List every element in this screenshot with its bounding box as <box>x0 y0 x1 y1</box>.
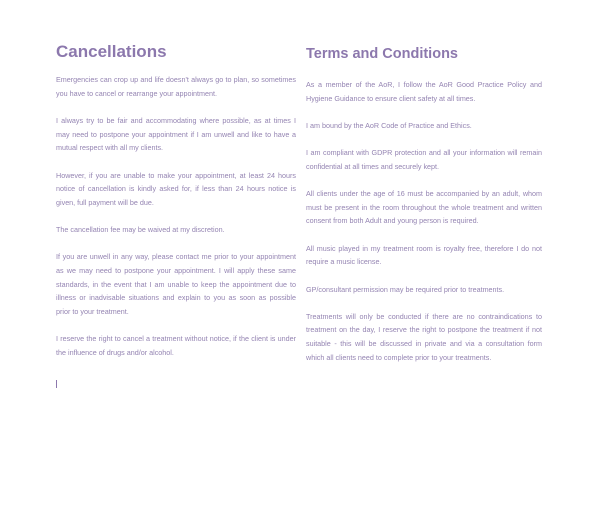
terms-paragraph: Treatments will only be conducted if there are no contraindications to treatment on the day, I reserve the right to postpone the treatment if not suitable - this will be discussed in private and via a consultation form which all clients need to complete prior to your treatments. <box>306 311 542 362</box>
cancellations-paragraph: I reserve the right to cancel a treatment without notice, if the client is under the influence of drugs and/or alcohol. <box>56 334 296 358</box>
terms-body <box>306 78 542 378</box>
terms-paragraph: As a member of the AoR, I follow the AoR Good Practice Policy and Hygiene Guidance to ensure client safety at all times. <box>306 80 542 103</box>
terms-paragraph: All music played in my treatment room is royalty free, therefore I do not require a music license. <box>306 243 542 267</box>
cancellations-paragraph: I always try to be fair and accommodating where possible, as at times I may need to postpone your appointment if I am unwell and like to have a mutual respect with all my clients. <box>56 115 296 153</box>
text-cursor <box>56 380 57 388</box>
terms-heading: Terms and Conditions <box>306 46 458 62</box>
cancellations-paragraph: If you are unwell in any way, please contact me prior to your appointment as we may need to postpone your appointment. I will apply these same standards, in the event that I am unable to keep the appointment due to illness or inadvisable situations and explain to you as soon as possible prior to your treatment. <box>56 252 296 317</box>
terms-paragraph: All clients under the age of 16 must be accompanied by an adult, whom must be present in the room throughout the whole treatment and written consent from both Adult and young person is required. <box>306 189 542 226</box>
cancellations-paragraph: Emergencies can crop up and life doesn't always go to plan, so sometimes you have to cancel or rearrange your appointment. <box>56 75 296 98</box>
terms-paragraph: I am compliant with GDPR protection and all your information will remain confidential at all times and securely kept. <box>306 148 542 171</box>
terms-paragraph: GP/consultant permission may be required prior to treatments. <box>306 284 505 294</box>
cancellations-body <box>56 73 296 373</box>
terms-paragraph: I am bound by the AoR Code of Practice and Ethics. <box>306 120 472 130</box>
cancellations-heading: Cancellations <box>56 42 167 61</box>
cancellations-paragraph: However, if you are unable to make your appointment, at least 24 hours notice of cancellation is kindly asked for, if less than 24 hours notice is given, full payment will be due. <box>56 170 296 207</box>
cancellations-paragraph: The cancellation fee may be waived at my discretion. <box>56 225 225 235</box>
